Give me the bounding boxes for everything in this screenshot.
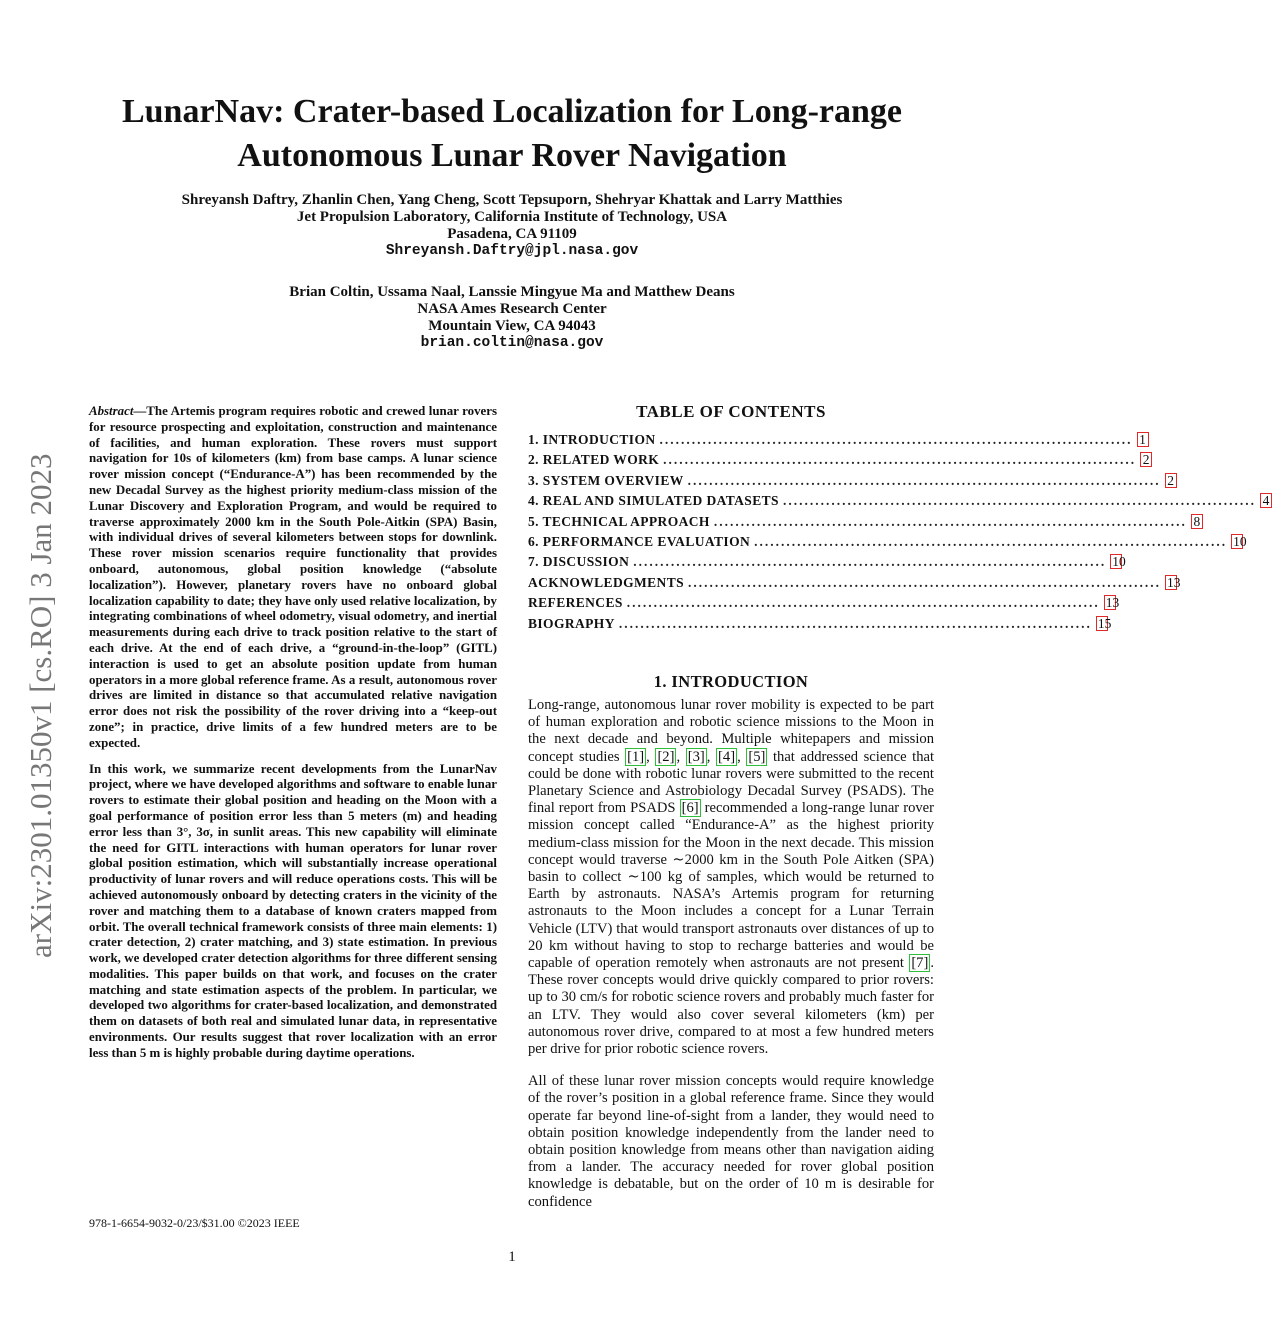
- table-of-contents: [528, 432, 1270, 636]
- author-institution: Jet Propulsion Laboratory, California Institute of Technology, USA: [296, 209, 728, 225]
- author-email: brian.coltin@nasa.gov: [420, 335, 604, 351]
- citation-link[interactable]: [4]: [718, 748, 736, 765]
- toc-page-link[interactable]: 4: [1260, 493, 1272, 508]
- toc-heading: TABLE OF CONTENTS: [636, 402, 826, 421]
- abstract-text-1: The Artemis program requires robotic and crewed lunar rovers for resource prospecting and exploitation, construction and maintenance of facilities, and human exploration. These rovers must support navigation for 10s of kilometers (km) from base camps. A lunar science rover mission concept (“Endurance-A”) has been recommended by the new Decadal Survey as the highest priority medium-class mission of the Lunar Discovery and Exploration Program, and would be required to traverse approximately 2000 km in the South Pole-Aitkin (SPA) Basin, with individual drives of several kilometers between stops for downlink. These rover mission scenarios require functionality that provides onboard, autonomous, global position knowledge (“absolute localization”). However, planetary rovers have no onboard global localization capability to date; they have only used relative localization, by integrating combinations of wheel odometry, visual odometry, and inertial measurements during each drive to track position relative to the start of each drive. At the end of each drive, a “ground-in-the-loop” (GITL) interaction is used to get an absolute position update from human operators in a more global reference frame. As a result, autonomous rover drives are limited in distance so that accumulated relative navigation error does not risk the possibility of the rover driving into a “keep-out zone”; in practice, drive limits of a few hundred meters are to be expected.: [89, 404, 497, 750]
- abstract-lead: Abstract: [89, 404, 134, 418]
- toc-leader-dots: ........................................................................................: [687, 472, 1161, 488]
- citation-separator: ,: [737, 748, 747, 765]
- toc-entry-label: 5. TECHNICAL APPROACH: [528, 513, 710, 529]
- toc-entry-label: BIOGRAPHY: [528, 615, 615, 631]
- paper-title: [80, 90, 944, 178]
- abstract: [89, 404, 497, 1072]
- citation-link[interactable]: [7]: [911, 955, 929, 972]
- arxiv-identifier: arXiv:2301.01350v1 [cs.RO] 3 Jan 2023: [23, 453, 58, 958]
- citation-link[interactable]: [1]: [627, 748, 645, 765]
- abstract-paragraph-2: In this work, we summarize recent developments from the LunarNav project, where we have developed algorithms and software to enable lunar rovers to estimate their global position and heading on the Moon with a goal performance of position error less than 5 meters (m) and heading error less than 3°, 3σ, in sunlit areas. This new capability will eliminate the need for GITL interactions with human operators for lunar rover global position estimation, which will substantially increase operational productivity of lunar rovers and will reduce operations costs. This will be achieved autonomously onboard by detecting craters in the vicinity of the rover and matching them to a database of known craters mapped from orbit. The overall technical framework consists of three main elements: 1) crater detection, 2) crater matching, and 3) state estimation. In previous work, we developed crater detection algorithms for three different sensing modalities. This paper builds on that work, and focuses on the crater matching and state estimation aspects of the problem. In particular, we developed two algorithms for crater-based localization, and demonstrated them on datasets of both real and simulated lunar data, in representative environments. Our results suggest that rover localization with an error less than 5 m is highly probable during daytime operations.: [89, 761, 497, 1060]
- author-block-ames: [80, 284, 944, 352]
- citation-separator: ,: [646, 748, 656, 765]
- toc-entry[interactable]: [528, 615, 1112, 636]
- intro-text: . These rover concepts would drive quickly compared to prior rovers: up to 30 cm/s for robotic science rovers and probably much faster for an LTV. They would also cover several kilometers (km) per autonomous rover drive, compared to at most a few hundred meters per drive for prior robotic science rovers.: [528, 955, 934, 1058]
- toc-leader-dots: ........................................................................................: [663, 452, 1137, 468]
- toc-entry-label: ACKNOWLEDGMENTS: [528, 574, 685, 590]
- page-number: 1: [508, 1249, 516, 1265]
- citation-separator: ,: [676, 748, 686, 765]
- toc-leader-dots: ........................................................................................: [626, 595, 1100, 611]
- toc-leader-dots: ........................................................................................: [659, 432, 1133, 447]
- abstract-dash: —: [133, 404, 147, 418]
- toc-entry[interactable]: [528, 595, 1120, 615]
- toc-entry-label: 1. INTRODUCTION: [528, 432, 656, 447]
- toc-leader-dots: ........................................................................................: [688, 574, 1162, 590]
- author-names: Brian Coltin, Ussama Naal, Lanssie Mingyue Ma and Matthew Deans: [289, 284, 735, 300]
- toc-leader-dots: ........................................................................................: [713, 513, 1187, 529]
- intro-paragraph-1: [528, 697, 934, 1058]
- toc-page-link[interactable]: 10: [1233, 533, 1247, 549]
- toc-entry-label: 3. SYSTEM OVERVIEW: [528, 472, 684, 488]
- toc-entry[interactable]: [528, 432, 1146, 452]
- toc-entry-label: 4. REAL AND SIMULATED DATASETS: [528, 493, 779, 509]
- toc-entry[interactable]: [528, 554, 1126, 574]
- author-location: Pasadena, CA 91109: [447, 226, 577, 242]
- toc-page-link[interactable]: 10: [1112, 554, 1126, 570]
- intro-text: Long-range, autonomous lunar rover mobility is expected to be part of human exploration and robotic science missions to the Moon in the next decade and beyond. Multiple whitepapers and mission concept studies: [528, 697, 934, 765]
- toc-entry[interactable]: [528, 513, 1201, 534]
- toc-leader-dots: ........................................................................................: [618, 615, 1092, 631]
- citation-separator: ,: [706, 748, 717, 765]
- toc-leader-dots: ........................................................................................: [754, 533, 1228, 549]
- author-names: Shreyansh Daftry, Zhanlin Chen, Yang Cheng, Scott Tepsuporn, Shehryar Khattak and Larry Matthies: [181, 192, 843, 208]
- toc-page-link[interactable]: 1: [1137, 432, 1149, 447]
- author-institution: NASA Ames Research Center: [417, 301, 607, 317]
- author-location: Mountain View, CA 94043: [428, 318, 596, 334]
- toc-leader-dots: ........................................................................................: [633, 554, 1107, 570]
- toc-page-link[interactable]: 15: [1097, 615, 1112, 631]
- author-email: Shreyansh.Daftry@jpl.nasa.gov: [385, 243, 639, 259]
- toc-entry-label: 6. PERFORMANCE EVALUATION: [528, 533, 751, 549]
- toc-entry[interactable]: [528, 452, 1150, 472]
- toc-entry-label: REFERENCES: [528, 595, 623, 611]
- title-line-1: LunarNav: Crater-based Localization for Long-range: [121, 93, 903, 130]
- intro-text: that addressed science that could be done with robotic lunar rovers were submitted to the recent Planetary Science and Astrobiology Decadal Survey (PSADS). The final report from PSADS: [528, 748, 935, 817]
- toc-page-link[interactable]: 8: [1191, 514, 1203, 529]
- toc-leader-dots: ........................................................................................: [782, 493, 1256, 509]
- toc-page-link[interactable]: 2: [1140, 452, 1152, 467]
- toc-entry[interactable]: [528, 574, 1181, 595]
- toc-page-link[interactable]: 13: [1105, 595, 1120, 611]
- section-heading-introduction: 1. INTRODUCTION: [653, 672, 809, 691]
- toc-entry-label: 7. DISCUSSION: [528, 554, 630, 570]
- citation-link[interactable]: [5]: [748, 748, 766, 765]
- toc-entry[interactable]: [528, 533, 1247, 554]
- copyright-notice: 978-1-6654-9032-0/23/$31.00 ©2023 IEEE: [89, 1216, 300, 1230]
- citation-link[interactable]: [3]: [687, 748, 705, 765]
- intro-paragraph-2: All of these lunar rover mission concepts would require knowledge of the rover’s position in a global reference frame. Since they would operate far beyond line-of-sight from a lander, they would need to obtain position knowledge independently from the lander need to obtain position knowledge from means other than navigation aiding from a lander. The accuracy needed for rover global position knowledge is debatable, but on the order of 10 m is desirable for confidence: [528, 1073, 934, 1210]
- toc-entry[interactable]: [528, 493, 1270, 513]
- citation-link[interactable]: [6]: [681, 800, 699, 817]
- toc-page-link[interactable]: 13: [1167, 574, 1181, 590]
- toc-entry[interactable]: [528, 472, 1175, 493]
- citation-link[interactable]: [2]: [657, 748, 675, 765]
- introduction-body: [528, 697, 934, 1226]
- abstract-paragraph-1: [89, 404, 497, 752]
- intro-text: recommended a long-range lunar rover mission concept called “Endurance-A” as the highest priority medium-class mission for the Moon in the next decade. This mission concept would traverse ∼2000 km in the South Pole Aitken (SPA) basin to collect ∼100 kg of samples, which would be returned to Earth by astronauts. NASA’s Artemis program for returning astronauts to the Moon includes a concept for a Lunar Terrain Vehicle (LTV) that would transport astronauts over distances of up to 20 km without having to stop to recharge batteries and would be capable of operation remotely when astronauts are not present: [528, 800, 934, 972]
- author-block-jpl: [80, 192, 944, 260]
- toc-page-link[interactable]: 2: [1165, 473, 1177, 488]
- title-line-2: Autonomous Lunar Rover Navigation: [237, 137, 787, 174]
- toc-entry-label: 2. RELATED WORK: [528, 452, 660, 468]
